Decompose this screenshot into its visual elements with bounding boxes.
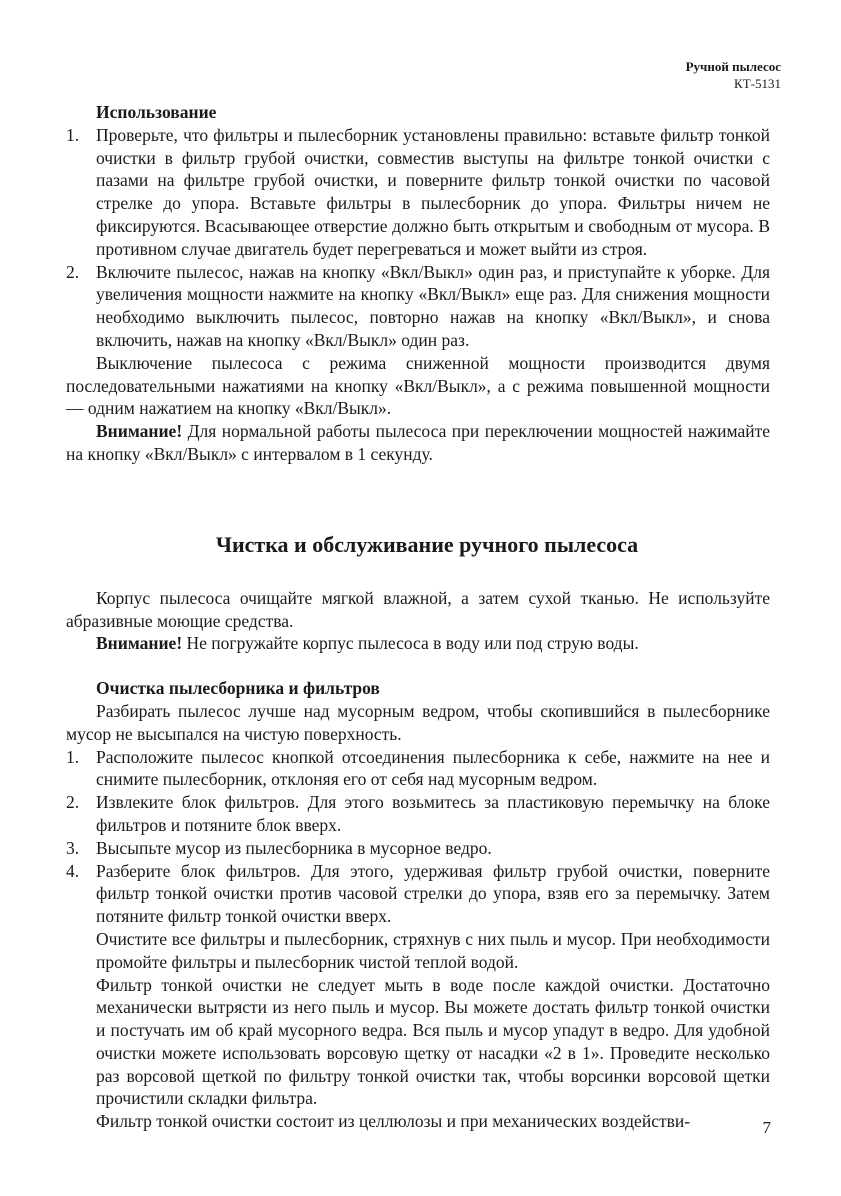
list-item xyxy=(66,837,770,860)
list-text: Расположите пылесос кнопкой отсоединения пылесборника к себе, нажмите на нее и снимите пылесборник, отклоняя его от себя над мусорным ведром. xyxy=(96,746,770,790)
usage-heading: Использование xyxy=(96,102,217,122)
cleaning-paragraph: Корпус пылесоса очищайте мягкой влажной, а затем сухой тканью. Не используйте абразивные моющие средства. xyxy=(66,587,770,631)
list-item xyxy=(66,860,770,928)
page-number: 7 xyxy=(762,1118,771,1137)
list-text: Разберите блок фильтров. Для этого, удерживая фильтр грубой очистки, поверните фильтр тонкой очистки против часовой стрелки до упора, взяв его за перемычку. Затем потяните фильтр тонкой очистки вверх. xyxy=(96,860,770,927)
warning-label: Внимание! xyxy=(96,421,183,442)
list-text: Извлеките блок фильтров. Для этого возьмитесь за пластиковую перемычку на блоке фильтров и потяните блок вверх. xyxy=(96,792,770,835)
filters-intro: Разбирать пылесос лучше над мусорным ведром, чтобы скопившийся в пылесборнике мусор не высыпался на чистую поверхность. xyxy=(66,700,770,744)
running-header xyxy=(686,58,781,92)
list-text: Проверьте, что фильтры и пылесборник установлены правильно: вставьте фильтр тонкой очистки в фильтр грубой очистки, совместив выступы на фильтре тонкой очистки с пазами на фильтре грубой очистки, и поверните фильтр тонкой очистки по часовой стрелке до упора. Вставьте фильтры в пылесборник до упора. Фильтры ничем не фиксируются. Всасывающее отверстие должно быть открытым и свободным от мусора. В противном случае двигатель будет перегреваться и может выйти из строя. xyxy=(96,124,770,259)
list-item xyxy=(66,261,770,352)
warning-text: Не погружайте корпус пылесоса в воду или под струю воды. xyxy=(182,633,639,654)
list-number: 2. xyxy=(66,792,80,813)
list-number: 2. xyxy=(66,261,80,282)
usage-warning xyxy=(66,420,770,466)
list-item xyxy=(66,746,770,792)
page-body xyxy=(66,101,770,1133)
filters-heading: Очистка пылесборника и фильтров xyxy=(96,678,380,699)
list-number: 1. xyxy=(66,124,80,145)
cleaning-warning xyxy=(66,632,770,655)
list-text: Включите пылесос, нажав на кнопку «Вкл/Выкл» один раз, и приступайте к уборке. Для увеличения мощности нажмите на кнопку «Вкл/Выкл» еще раз. Для снижения мощности необходимо выключить пылесос, повторно нажав на кнопку «Вкл/Выкл», и снова включить, нажав на кнопку «Вкл/Выкл» один раз. xyxy=(96,261,770,350)
usage-paragraph: Выключение пылесоса с режима сниженной мощности производится двумя последовательными нажатиями на кнопку «Вкл/Выкл», а с режима повышенной мощности — одним нажатием на кнопку «Вкл/Выкл». xyxy=(66,352,770,419)
list-number: 4. xyxy=(66,860,80,881)
list-number: 1. xyxy=(66,746,80,767)
list-text: Высыпьте мусор из пылесборника в мусорное ведро. xyxy=(96,837,492,858)
warning-label: Внимание! xyxy=(96,633,183,654)
header-model: КТ-5131 xyxy=(734,76,781,91)
list-item xyxy=(66,791,770,837)
list-number: 3. xyxy=(66,837,80,858)
list-item xyxy=(66,124,770,261)
section-title: Чистка и обслуживание ручного пылесоса xyxy=(215,531,639,557)
warning-text: Для нормальной работы пылесоса при переключении мощностей нажимайте на кнопку «Вкл/Выкл» с интервалом в 1 секунду. xyxy=(66,421,770,464)
filters-paragraph: Очистите все фильтры и пылесборник, стряхнув с них пыль и мусор. При необходимости промойте фильтры и пылесборник чистой теплой водой. xyxy=(96,928,770,972)
header-title: Ручной пылесос xyxy=(685,59,781,74)
filters-paragraph: Фильтр тонкой очистки состоит из целлюлозы и при механических воздействи- xyxy=(96,1111,691,1132)
filters-paragraph: Фильтр тонкой очистки не следует мыть в воде после каждой очистки. Достаточно механически вытрясти из него пыль и мусор. Вы можете достать фильтр тонкой очистки и постучать им об край мусорного ведра. Вся пыль и мусор упадут в ведро. Для удобной очистки можете использовать ворсовую щетку от насадки «2 в 1». Проведите несколько раз ворсовой щеткой по фильтру тонкой очистки так, чтобы ворсинки ворсовой щетки прочистили складки фильтра. xyxy=(96,974,770,1109)
